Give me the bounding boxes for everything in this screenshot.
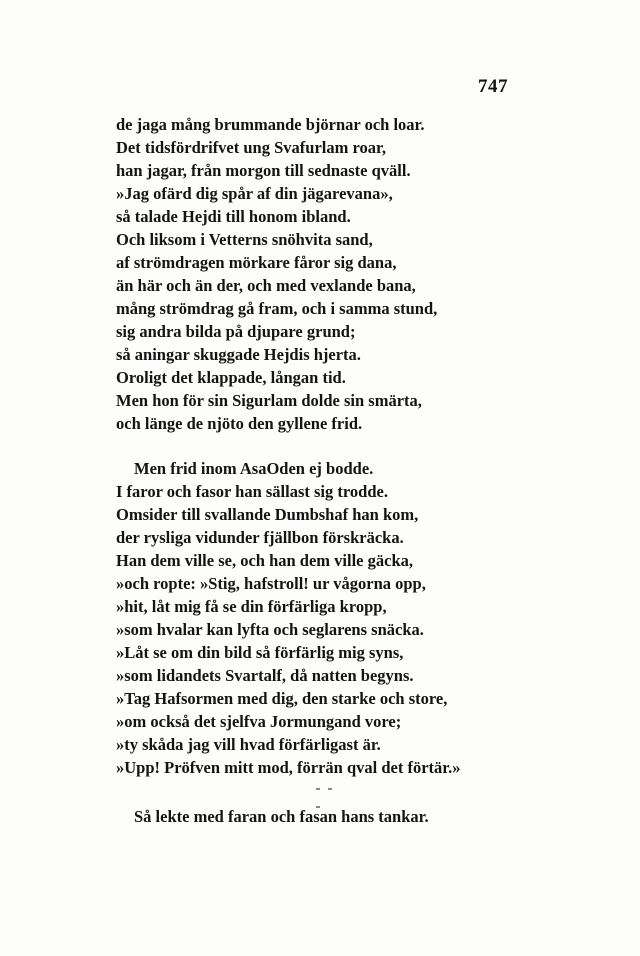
verse-line: Oroligt det klappade, långan tid.	[116, 368, 346, 387]
verse-line: sig andra bilda på djupare grund;	[116, 322, 356, 341]
verse-line: »Jag ofärd dig spår af din jägarevana»,	[116, 184, 393, 203]
verse-line: »om också det sjelfva Jormungand vore;	[116, 712, 402, 731]
stanza	[116, 113, 496, 435]
verse-line: mång strömdrag gå fram, och i samma stund,	[116, 299, 438, 318]
verse-line: »som lidandets Svartalf, då natten begyns.	[116, 666, 414, 685]
verse-line: än här och än der, och med vexlande bana,	[116, 276, 416, 295]
verse-line: Men hon för sin Sigurlam dolde sin smärta,	[116, 391, 422, 410]
verse-line: Det tidsfördrifvet ung Svafurlam roar,	[116, 138, 386, 157]
verse-line: de jaga mång brummande björnar och loar.	[116, 115, 425, 134]
verse-line: Men frid inom AsaOden ej bodde.	[134, 459, 374, 478]
verse-line: »ty skåda jag vill hvad förfärligast är.	[116, 735, 381, 754]
verse-line: I faror och fasor han sällast sig trodde.	[116, 482, 388, 501]
verse-line: »som hvalar kan lyfta och seglarens snäcka.	[116, 620, 424, 639]
verse-line: och länge de njöto den gyllene frid.	[116, 414, 363, 433]
verse-line: Och liksom i Vetterns snöhvita sand,	[116, 230, 373, 249]
verse-line: så talade Hejdi till honom ibland.	[116, 207, 351, 226]
verse-line: Så lekte med faran och fasan hans tankar.	[134, 807, 429, 826]
verse-line: »Tag Hafsormen med dig, den starke och store,	[116, 689, 448, 708]
verse-line: han jagar, från morgon till sednaste qväll.	[116, 161, 411, 180]
verse-line: »hit, låt mig få se din förfärliga kropp,	[116, 597, 387, 616]
verse-line: af strömdragen mörkare fåror sig dana,	[116, 253, 397, 272]
verse-line: »och ropte: »Stig, hafstroll! ur vågorna opp,	[116, 574, 426, 593]
stanza	[116, 457, 496, 779]
verse-line: Omsider till svallande Dumbshaf han kom,	[116, 505, 419, 524]
verse-line: Han dem ville se, och han dem ville gäcka,	[116, 551, 413, 570]
verse-line: »Upp! Pröfven mitt mod, förrän qval det förtär.»	[116, 758, 461, 777]
stanza	[116, 805, 496, 828]
verse-line: »Låt se om din bild så förfärlig mig syns,	[116, 643, 404, 662]
page-number: 747	[478, 76, 508, 97]
verse-line: der rysliga vidunder fjällbon förskräcka.	[116, 528, 404, 547]
section-divider	[316, 788, 346, 794]
verse-line: så aningar skuggade Hejdis hjerta.	[116, 345, 361, 364]
